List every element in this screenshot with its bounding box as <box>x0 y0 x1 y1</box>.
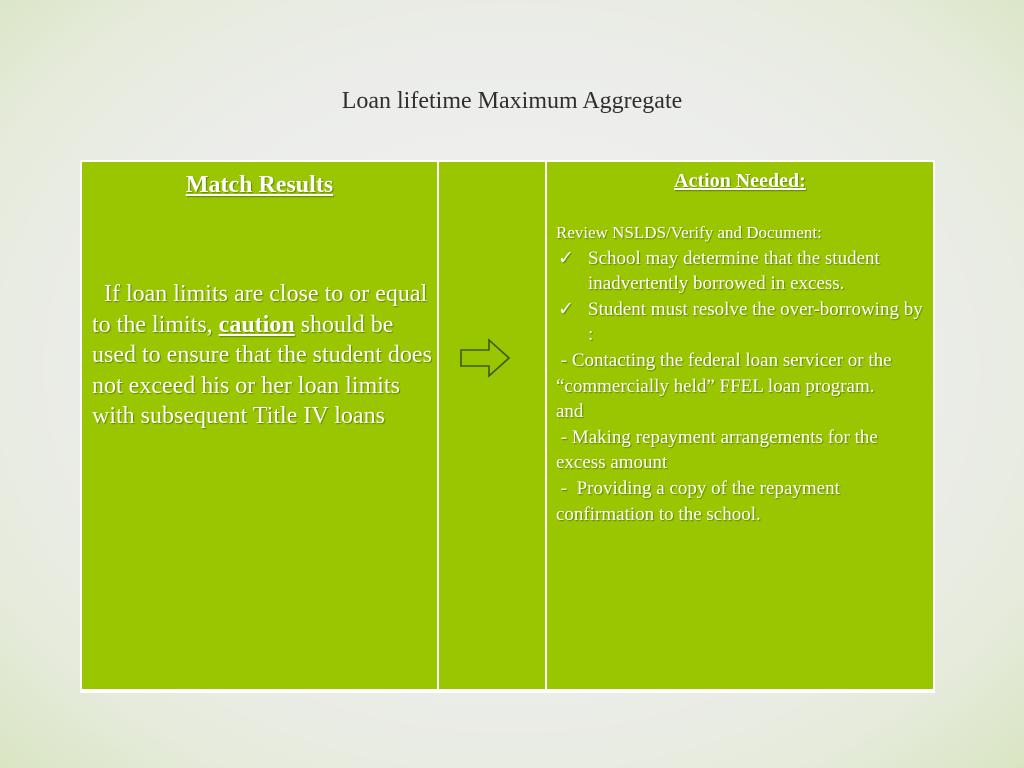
action-line: - Contacting the federal loan servicer or the “commercially held” FFEL loan program. <box>556 349 897 397</box>
action-needed-text <box>556 220 928 527</box>
action-intro: Review NSLDS/Verify and Document: <box>556 223 822 242</box>
right-arrow-icon <box>459 338 511 378</box>
checkmark-icon: ✓ <box>558 298 574 320</box>
slide-title: Loan lifetime Maximum Aggregate <box>341 88 683 114</box>
match-results-text-end: should be used to ensure that the student does not exceed his or her loan limits with subsequent Title IV loans <box>92 311 432 429</box>
action-line: - Providing a copy of the repayment confirmation to the school. <box>556 477 845 525</box>
caution-emphasis: caution <box>218 311 295 338</box>
match-results-text-start: If loan limits are close to or equal to the limits, <box>92 281 434 338</box>
match-results-table <box>80 160 935 693</box>
match-results-text <box>92 279 432 432</box>
match-results-heading: Match Results <box>185 172 334 198</box>
arrow-cell <box>439 162 545 689</box>
action-needed-heading: Action Needed: <box>674 170 806 192</box>
checklist-item-text: School may determine that the student inadvertently borrowed in excess. <box>588 247 880 295</box>
action-line: and <box>556 401 584 423</box>
action-line: - Making repayment arrangements for the excess amount <box>556 426 883 474</box>
checklist-item <box>556 297 928 348</box>
action-needed-cell <box>547 162 933 689</box>
checklist-item <box>556 246 928 297</box>
checklist-item-text: Student must resolve the over-borrowing by : <box>588 298 923 346</box>
match-results-cell <box>82 162 437 689</box>
checkmark-icon: ✓ <box>558 247 574 269</box>
